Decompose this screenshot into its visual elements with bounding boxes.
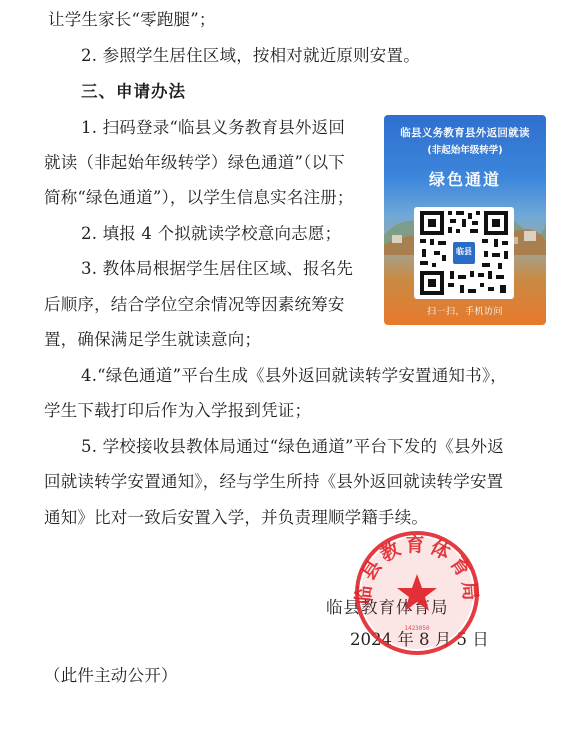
body-line: 2. 填报 4 个拟就读学校意向志愿； bbox=[81, 224, 342, 243]
body-line: 就读（非起始年级转学）绿色通道”（以下 bbox=[44, 153, 345, 172]
body-line: 1. 扫码登录“临县义务教育县外返回 bbox=[81, 118, 346, 137]
body-line: 3. 教体局根据学生居住区域、报名先 bbox=[81, 259, 354, 278]
qr-card-channel: 绿色通道 bbox=[428, 170, 501, 189]
footnote: （此件主动公开） bbox=[44, 666, 178, 685]
body-line: 学生下载打印后作为入学报到凭证； bbox=[44, 401, 312, 420]
issuing-organization: 临县教育体育局 bbox=[326, 598, 449, 617]
qr-center-label: 临县 bbox=[456, 247, 472, 256]
qr-card-title: 临县义务教育县外返回就读 bbox=[400, 127, 530, 139]
svg-text:1423050: 1423050 bbox=[404, 625, 430, 632]
body-line: 后顺序，结合学位空余情况等因素统筹安 bbox=[44, 295, 345, 314]
qr-code-card[interactable] bbox=[384, 115, 546, 325]
qr-code[interactable] bbox=[414, 207, 514, 299]
official-seal bbox=[352, 528, 482, 658]
body-line: 通知》比对一致后安置入学，并负责理顺学籍手续。 bbox=[44, 508, 429, 527]
svg-text:临县教育体育局: 临县教育体育局 bbox=[352, 534, 482, 606]
qr-card-subtitle: (非起始年级转学) bbox=[427, 145, 503, 156]
issue-date: 2024 年 8 月 5 日 bbox=[350, 630, 489, 649]
qr-card-footer: 扫一扫，手机访问 bbox=[426, 307, 503, 317]
body-line: 让学生家长“零跑腿”； bbox=[48, 10, 216, 29]
body-line: 5. 学校接收县教体局通过“绿色通道”平台下发的《县外返 bbox=[81, 437, 504, 456]
section-heading: 三、申请办法 bbox=[81, 82, 186, 101]
body-line: 4.“绿色通道”平台生成《县外返回就读转学安置通知书》， bbox=[81, 366, 507, 385]
body-line: 简称“绿色通道”），以学生信息实名注册； bbox=[44, 188, 354, 207]
body-line: 回就读转学安置通知》，经与学生所持《县外返回就读转学安置 bbox=[44, 472, 504, 491]
body-line: 置，确保满足学生就读意向； bbox=[44, 330, 262, 349]
body-line: 2. 参照学生居住区域，按相对就近原则安置。 bbox=[81, 46, 420, 65]
